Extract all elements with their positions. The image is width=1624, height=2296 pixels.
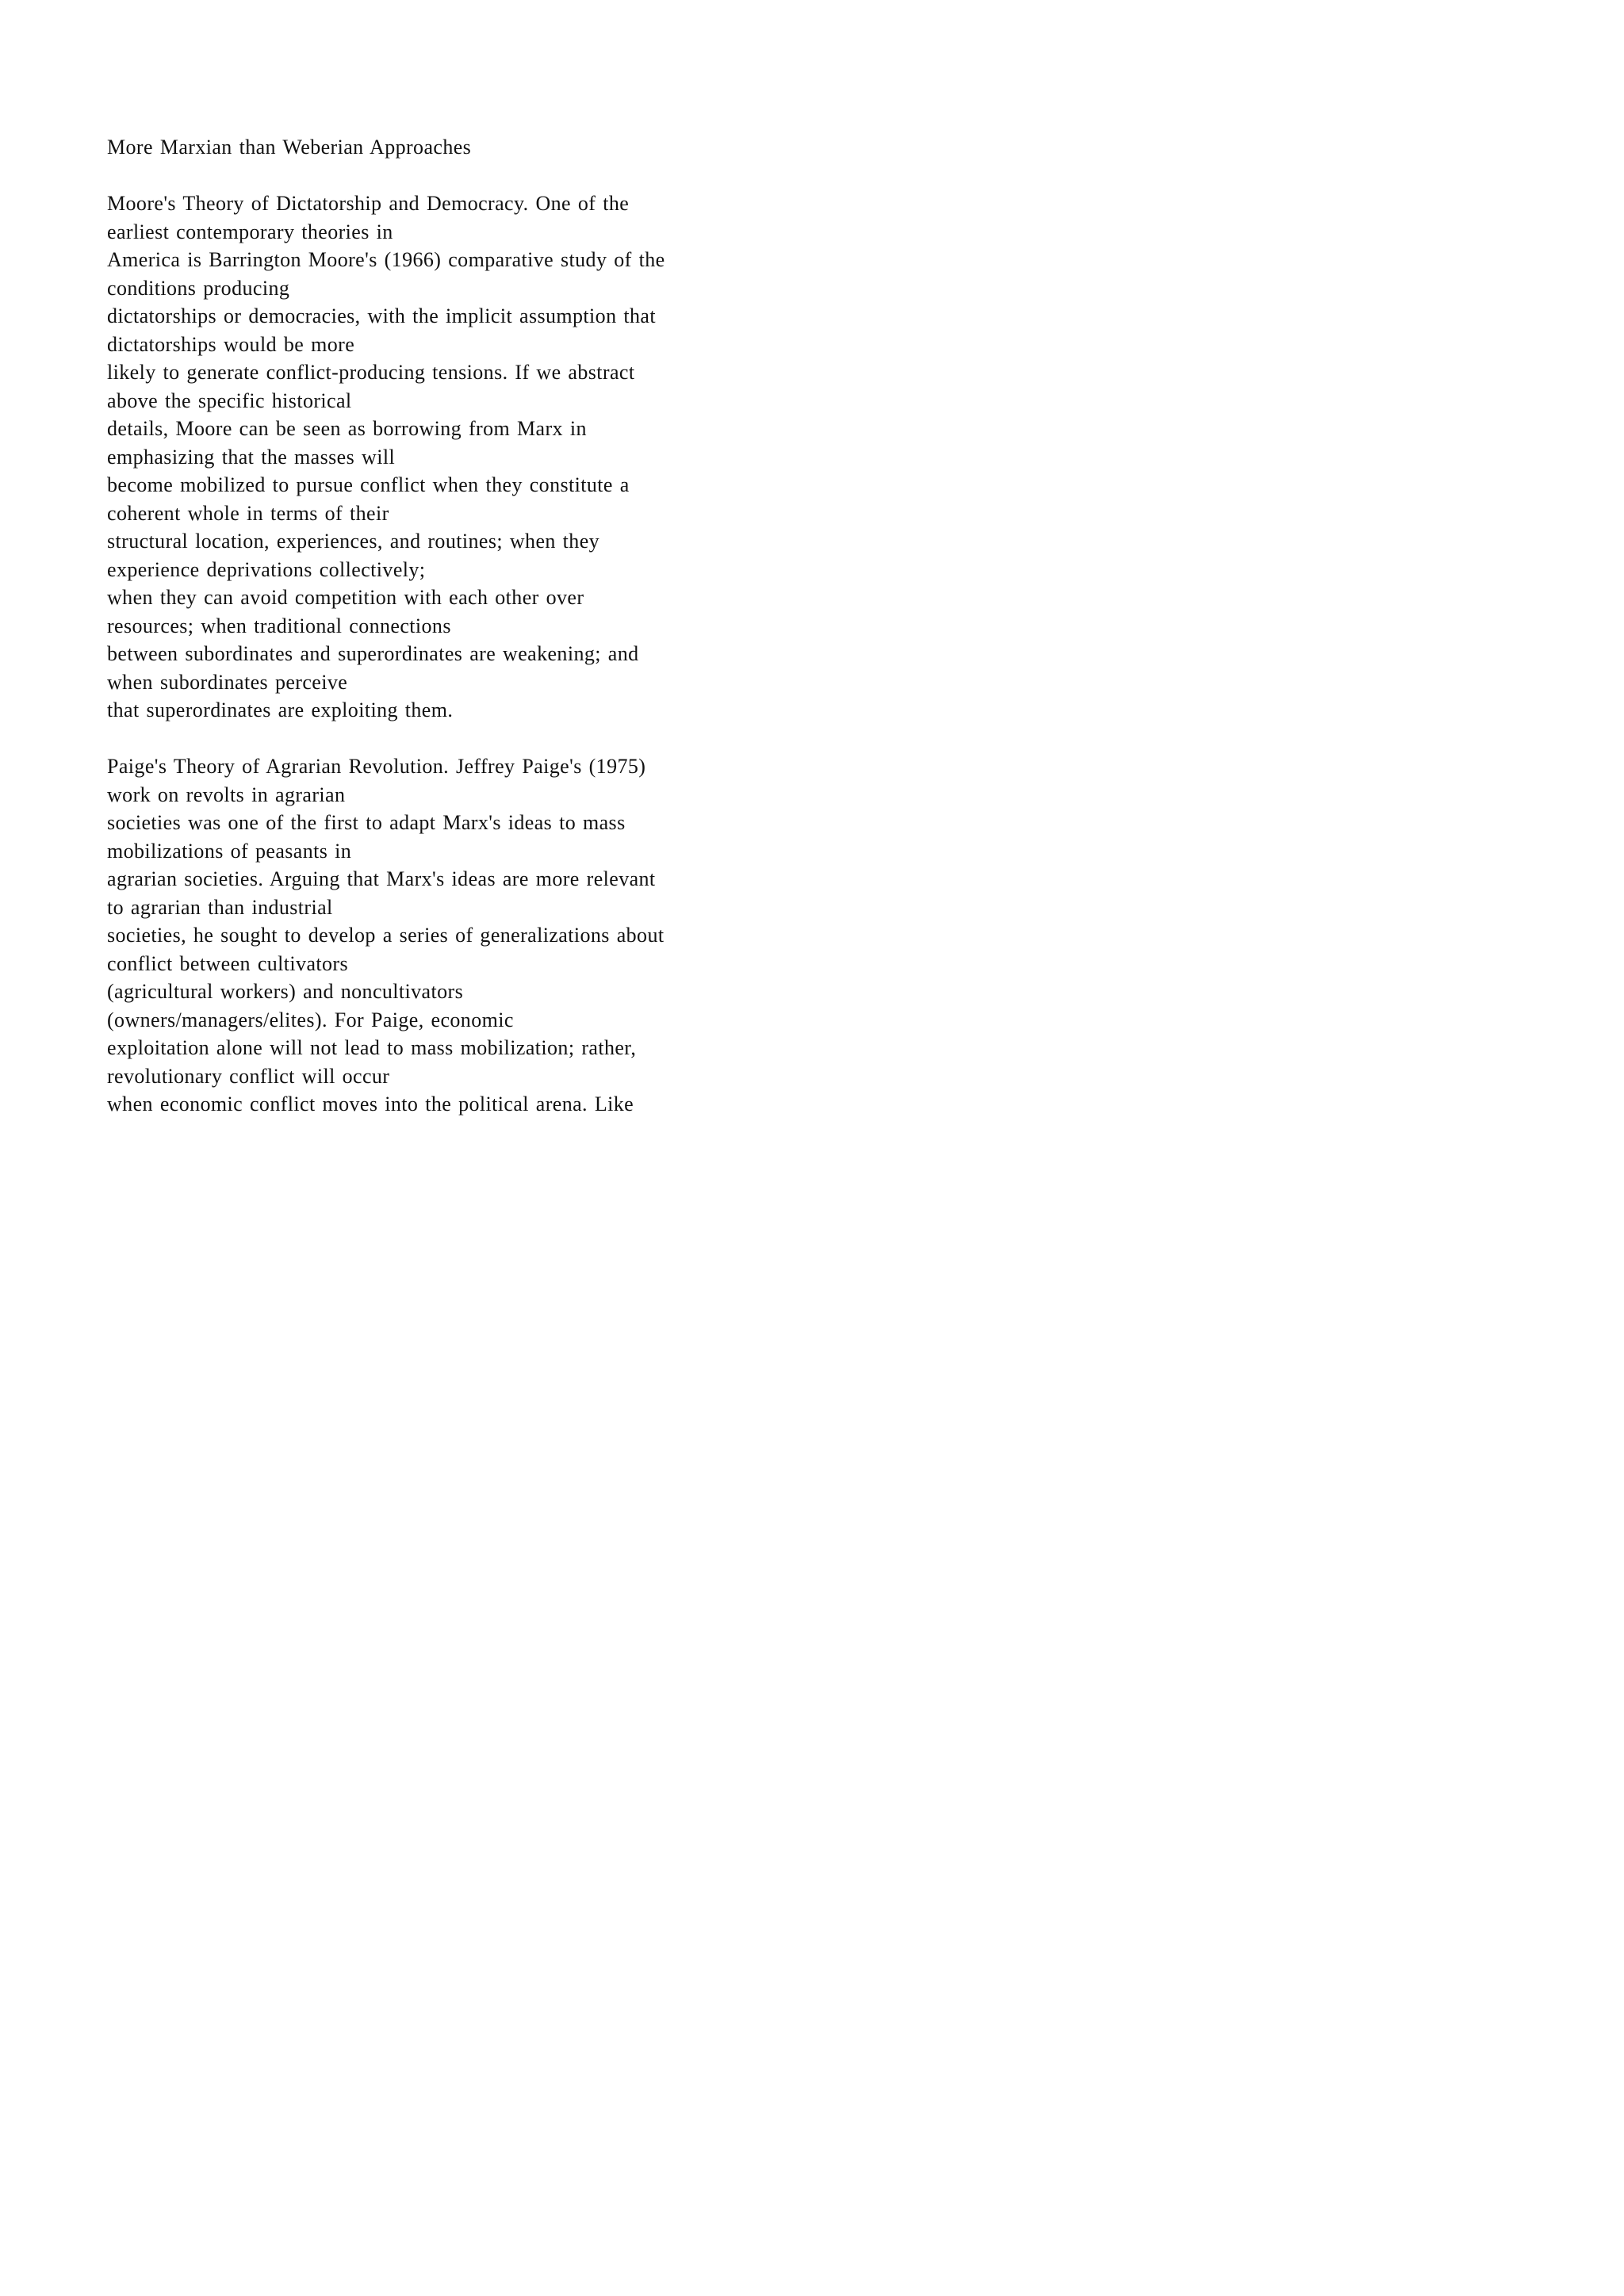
text-line: above the specific historical [107,388,352,412]
text-line: Moore's Theory of Dictatorship and Democracy. One of the [107,192,630,215]
text-line: resources; when traditional connections [107,614,451,637]
text-line: earliest contemporary theories in [107,220,393,243]
text-line: when economic conflict moves into the political arena. Like [107,1093,634,1115]
text-line: America is Barrington Moore's (1966) comparative study of the [107,248,665,271]
paragraph-moore [107,189,821,725]
text-line: mobilizations of peasants in [107,839,352,863]
text-line: Paige's Theory of Agrarian Revolution. Jeffrey Paige's (1975) [107,755,646,778]
text-line: dictatorships would be more [107,332,355,356]
document-body [107,133,821,1119]
text-line: agrarian societies. Arguing that Marx's ideas are more relevant [107,867,656,890]
text-line: societies, he sought to develop a series of generalizations about [107,924,665,947]
text-line: when subordinates perceive [107,670,348,694]
document-page [0,0,872,1233]
text-line: experience deprivations collectively; [107,557,426,581]
document-heading: More Marxian than Weberian Approaches [107,136,472,159]
text-line: details, Moore can be seen as borrowing from Marx in [107,417,587,440]
text-line: when they can avoid competition with each other over [107,586,584,609]
text-line: likely to generate conflict-producing tensions. If we abstract [107,361,635,384]
text-line: (agricultural workers) and noncultivators [107,980,464,1003]
text-line: that superordinates are exploiting them. [107,698,454,721]
text-line: conditions producing [107,276,290,300]
paragraph-paige [107,752,821,1119]
paragraph-gap [107,725,821,753]
text-line: work on revolts in agrarian [107,783,346,806]
text-line: dictatorships or democracies, with the implicit assumption that [107,304,656,327]
text-line: conflict between cultivators [107,951,348,975]
text-line: exploitation alone will not lead to mass mobilization; rather, [107,1036,637,1059]
text-line: societies was one of the first to adapt Marx's ideas to mass [107,811,626,834]
text-line: become mobilized to pursue conflict when they constitute a [107,473,630,496]
paragraph-gap [107,162,821,190]
text-line: structural location, experiences, and routines; when they [107,530,600,553]
text-line: to agrarian than industrial [107,895,333,919]
text-line: (owners/managers/elites). For Paige, economic [107,1008,514,1031]
text-line: coherent whole in terms of their [107,501,389,525]
text-line: revolutionary conflict will occur [107,1064,390,1088]
text-line: emphasizing that the masses will [107,445,396,469]
text-line: between subordinates and superordinates are weakening; and [107,642,639,665]
